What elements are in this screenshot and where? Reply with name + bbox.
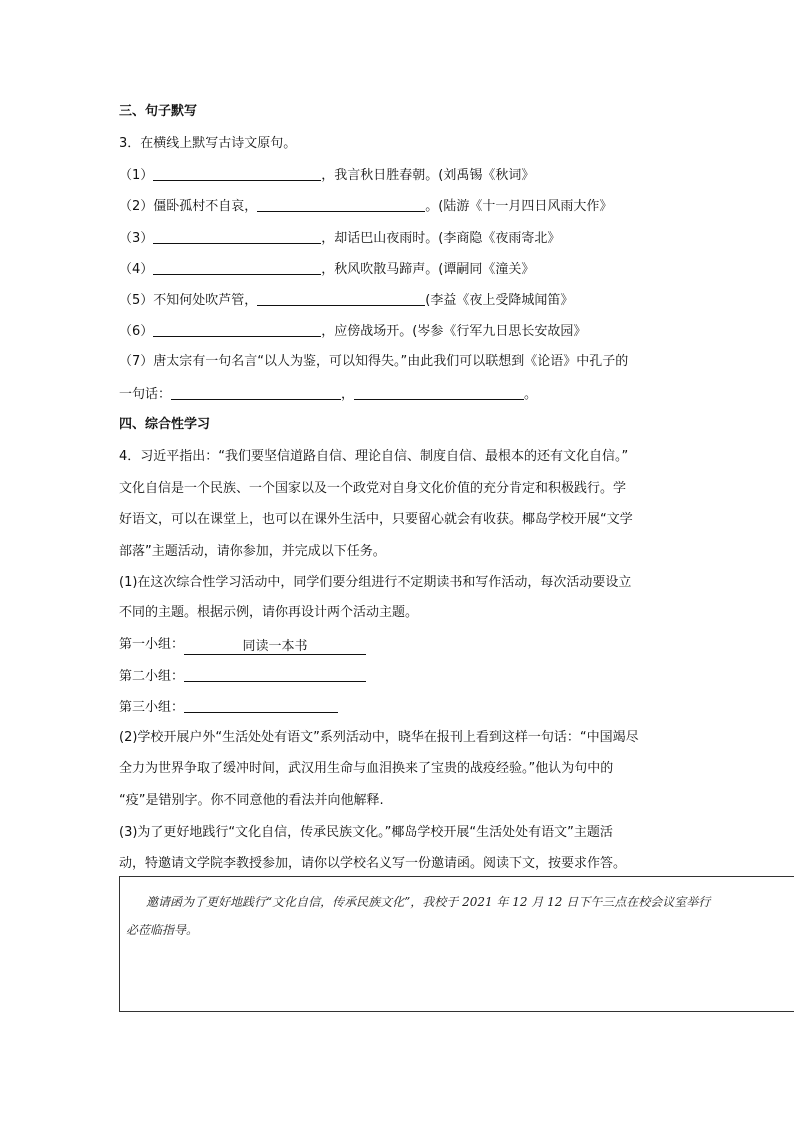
item-number: （5） xyxy=(119,293,154,308)
intro-line: 部落”主题活动，请你参加，并完成以下任务。 xyxy=(119,544,386,559)
answer-blank[interactable] xyxy=(257,291,425,306)
item-number: （6） xyxy=(119,324,154,339)
group-2-answer[interactable] xyxy=(184,667,366,682)
line-text: 不知何处吹芦管， xyxy=(153,293,258,308)
invitation-letter-line: 必莅临指导。 xyxy=(126,923,199,937)
answer-blank[interactable] xyxy=(153,166,321,181)
invitation-letter-line: 邀请函为了更好地践行“文化自信，传承民族文化”，我校于 2021 年 12 月 12 日下午三点在校会议室举行 xyxy=(146,895,711,909)
dictation-line-4 xyxy=(119,260,534,279)
line-text: 僵卧孤村不自哀， xyxy=(153,199,258,214)
task-3-text: 动，特邀请文学院李教授参加，请你以学校名义写一份邀请函。阅读下文，按要求作答。 xyxy=(119,856,627,871)
item-number: （4） xyxy=(119,262,154,277)
section3-heading: 三、句子默写 xyxy=(119,104,198,119)
group-1-row xyxy=(119,636,366,655)
line-text: 。(陆游《十一月四日风雨大作》 xyxy=(425,199,613,214)
line-text: 。 xyxy=(524,387,538,402)
dictation-line-7-answer xyxy=(119,385,537,404)
intro-line: 4．习近平指出：“我们要坚信道路自信、理论自信、制度自信、最根本的还有文化自信。” xyxy=(119,449,629,464)
group-label: 第二小组： xyxy=(119,669,185,684)
task-2-text: (2)学校开展户外“生活处处有语文”系列活动中，晓华在报刊上看到这样一句话：“中国竭尽 xyxy=(119,730,639,745)
task-2-text: “疫”是错别字。你不同意他的看法并向他解释. xyxy=(119,793,384,808)
group-label: 第三小组： xyxy=(119,700,185,715)
group-2-row xyxy=(119,667,366,686)
line-text: (李益《夜上受降城闻笛》 xyxy=(425,293,574,308)
invitation-letter-box xyxy=(119,876,794,1012)
dictation-line-1 xyxy=(119,166,534,185)
group-label: 第一小组： xyxy=(119,637,185,652)
line-text: ，应傍战场开。(岑参《行军九日思长安故园》 xyxy=(321,324,587,339)
answer-blank[interactable] xyxy=(153,322,321,337)
item-number: （2） xyxy=(119,199,154,214)
task-3-text: (3)为了更好地践行“文化自信，传承民族文化。”椰岛学校开展“生活处处有语文”主题活 xyxy=(119,825,613,840)
intro-line: 文化自信是一个民族、一个国家以及一个政党对自身文化价值的充分肯定和积极践行。学 xyxy=(119,481,627,496)
item-number: （1） xyxy=(119,168,154,183)
line-text: 一句话： xyxy=(119,387,172,402)
item-number: （3） xyxy=(119,231,154,246)
answer-blank[interactable] xyxy=(354,385,524,400)
section4-heading: 四、综合性学习 xyxy=(119,417,211,432)
answer-blank[interactable] xyxy=(257,197,425,212)
line-text: ，秋风吹散马蹄声。(谭嗣同《潼关》 xyxy=(321,262,535,277)
intro-line: 好语文，可以在课堂上，也可以在课外生活中，只要留心就会有收获。椰岛学校开展“文学 xyxy=(119,512,633,527)
line-text: ，却话巴山夜雨时。(李商隐《夜雨寄北》 xyxy=(321,231,561,246)
dictation-line-3 xyxy=(119,229,560,248)
dictation-line-5 xyxy=(119,291,573,310)
task-1-text: 不同的主题。根据示例，请你再设计两个活动主题。 xyxy=(119,605,419,620)
line-text: ，我言秋日胜春朝。(刘禹锡《秋词》 xyxy=(321,168,535,183)
dictation-line-7: （7）唐太宗有一句名言“以人为鉴，可以知得失。”由此我们可以联想到《论语》中孔子的 xyxy=(119,354,629,369)
group-1-answer[interactable]: 同读一本书 xyxy=(184,640,366,655)
group-3-row xyxy=(119,698,338,717)
question-3-prompt: 3．在横线上默写古诗文原句。 xyxy=(119,136,297,151)
task-1-text: (1)在这次综合性学习活动中，同学们要分组进行不定期读书和写作活动，每次活动要设立 xyxy=(119,575,632,590)
answer-blank[interactable] xyxy=(153,260,321,275)
group-3-answer[interactable] xyxy=(184,698,338,713)
dictation-line-2 xyxy=(119,197,612,216)
task-2-text: 全力为世界争取了缓冲时间，武汉用生命与血泪换来了宝贵的战疫经验。”他认为句中的 xyxy=(119,761,614,776)
dictation-line-6 xyxy=(119,322,586,341)
answer-blank[interactable] xyxy=(153,229,321,244)
answer-blank[interactable] xyxy=(171,385,341,400)
line-text: ， xyxy=(341,387,355,402)
